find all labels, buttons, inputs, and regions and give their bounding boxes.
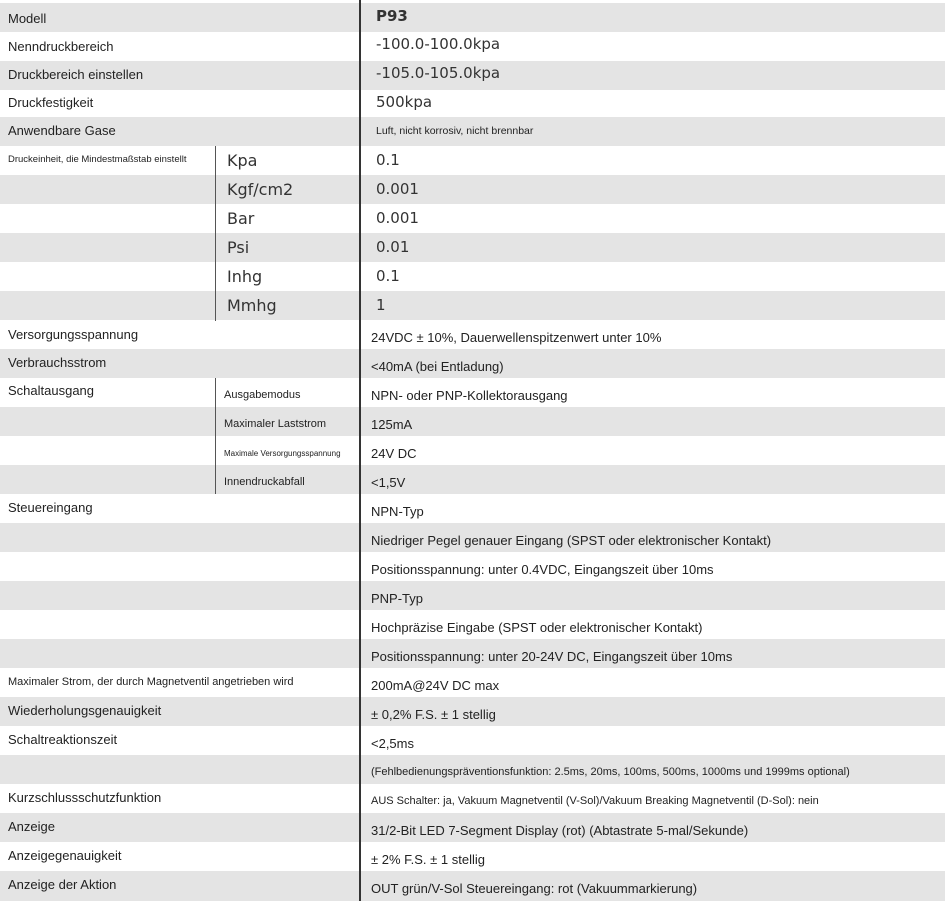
value-ausgabemodus: NPN- oder PNP-Kollektorausgang: [371, 388, 568, 403]
label-schaltausgang: Schaltausgang: [8, 383, 95, 398]
value-druckbereich-einstellen: -105.0-105.0kpa: [376, 64, 501, 82]
label-verbrauchsstrom: Verbrauchsstrom: [8, 355, 107, 370]
unit-value-bar: 0.001: [376, 209, 419, 227]
label-druckfestigkeit: Druckfestigkeit: [8, 95, 94, 110]
unit-mmhg: Mmhg: [227, 296, 277, 315]
sub-ausgabemodus: Ausgabemodus: [224, 389, 301, 401]
value-kurzschlussschutzfunktion: AUS Schalter: ja, Vakuum Magnetventil (V-Sol)/Vakuum Breaking Magnetventil (D-Sol): nein: [371, 795, 819, 807]
column-divider: [359, 0, 361, 901]
sub-maximale-versorgungsspannung: Maximale Versorgungsspannung: [224, 449, 341, 458]
unit-value-kgf: 0.001: [376, 180, 419, 198]
value-nenndruckbereich: -100.0-100.0kpa: [376, 35, 501, 53]
label-anwendbare-gase: Anwendbare Gase: [8, 123, 116, 138]
label-anzeigegenauigkeit: Anzeigegenauigkeit: [8, 848, 122, 863]
value-innendruckabfall: <1,5V: [371, 475, 406, 490]
unit-kpa: Kpa: [227, 151, 258, 170]
value-schaltreaktionszeit: <2,5ms: [371, 736, 414, 751]
label-druckbereich-einstellen: Druckbereich einstellen: [8, 67, 144, 82]
value-anwendbare-gase: Luft, nicht korrosiv, nicht brennbar: [376, 125, 534, 137]
label-steuereingang: Steuereingang: [8, 500, 93, 515]
value-maximale-versorgungsspannung: 24V DC: [371, 446, 417, 461]
label-kurzschlussschutzfunktion: Kurzschlussschutzfunktion: [8, 790, 162, 805]
value-druckfestigkeit: 500kpa: [376, 93, 433, 111]
label-schaltreaktionszeit: Schaltreaktionszeit: [8, 732, 118, 747]
unit-kgf: Kgf/cm2: [227, 180, 294, 199]
label-anzeige: Anzeige: [8, 819, 55, 834]
row-stripe: [0, 3, 945, 32]
value-anzeige: 31/2-Bit LED 7-Segment Display (rot) (Abtastrate 5-mal/Sekunde): [371, 823, 749, 838]
row-stripe: [0, 233, 945, 262]
label-maximaler-strom: Maximaler Strom, der durch Magnetventil angetrieben wird: [8, 676, 294, 688]
note-schaltreaktionszeit: (Fehlbedienungspräventionsfunktion: 2.5ms, 20ms, 100ms, 500ms, 1000ms und 1999ms optional): [371, 766, 850, 778]
control-line-2: Niedriger Pegel genauer Eingang (SPST oder elektronischer Kontakt): [371, 533, 772, 548]
label-nenndruckbereich: Nenndruckbereich: [8, 39, 114, 54]
unit-value-inhg: 0.1: [376, 267, 400, 285]
label-modell: Modell: [8, 11, 47, 26]
unit-value-mmhg: 1: [376, 296, 386, 314]
row-stripe: [0, 581, 945, 610]
row-stripe: [0, 175, 945, 204]
value-anzeigegenauigkeit: ± 2% F.S. ± 1 stellig: [371, 852, 485, 867]
sub-innendruckabfall: Innendruckabfall: [224, 476, 305, 488]
value-anzeige-der-aktion: OUT grün/V-Sol Steuereingang: rot (Vakuummarkierung): [371, 881, 698, 896]
value-maximaler-laststrom: 125mA: [371, 417, 413, 432]
value-wiederholungsgenauigkeit: ± 0,2% F.S. ± 1 stellig: [371, 707, 496, 722]
subcolumn-divider: [215, 146, 216, 321]
sub-maximaler-laststrom: Maximaler Laststrom: [224, 418, 327, 430]
row-stripe: [0, 291, 945, 320]
control-line-6: Positionsspannung: unter 20-24V DC, Eingangszeit über 10ms: [371, 649, 733, 664]
value-versorgungsspannung: 24VDC ± 10%, Dauerwellenspitzenwert unter 10%: [371, 330, 662, 345]
subcolumn-divider: [215, 378, 216, 494]
row-stripe: [0, 465, 945, 494]
unit-inhg: Inhg: [227, 267, 263, 286]
value-modell: P93: [376, 7, 408, 25]
label-druckeinheit: Druckeinheit, die Mindestmaßstab einstellt: [8, 154, 187, 165]
unit-bar: Bar: [227, 209, 255, 228]
control-line-3: Positionsspannung: unter 0.4VDC, Eingangszeit über 10ms: [371, 562, 714, 577]
value-maximaler-strom: 200mA@24V DC max: [371, 678, 500, 693]
label-anzeige-der-aktion: Anzeige der Aktion: [8, 877, 117, 892]
label-wiederholungsgenauigkeit: Wiederholungsgenauigkeit: [8, 703, 162, 718]
unit-value-kpa: 0.1: [376, 151, 400, 169]
label-versorgungsspannung: Versorgungsspannung: [8, 327, 139, 342]
value-verbrauchsstrom: <40mA (bei Entladung): [371, 359, 504, 374]
row-stripe: [0, 407, 945, 436]
control-line-1: NPN-Typ: [371, 504, 424, 519]
unit-value-psi: 0.01: [376, 238, 410, 256]
control-line-4: PNP-Typ: [371, 591, 424, 606]
control-line-5: Hochpräzise Eingabe (SPST oder elektronischer Kontakt): [371, 620, 703, 635]
unit-psi: Psi: [227, 238, 250, 257]
